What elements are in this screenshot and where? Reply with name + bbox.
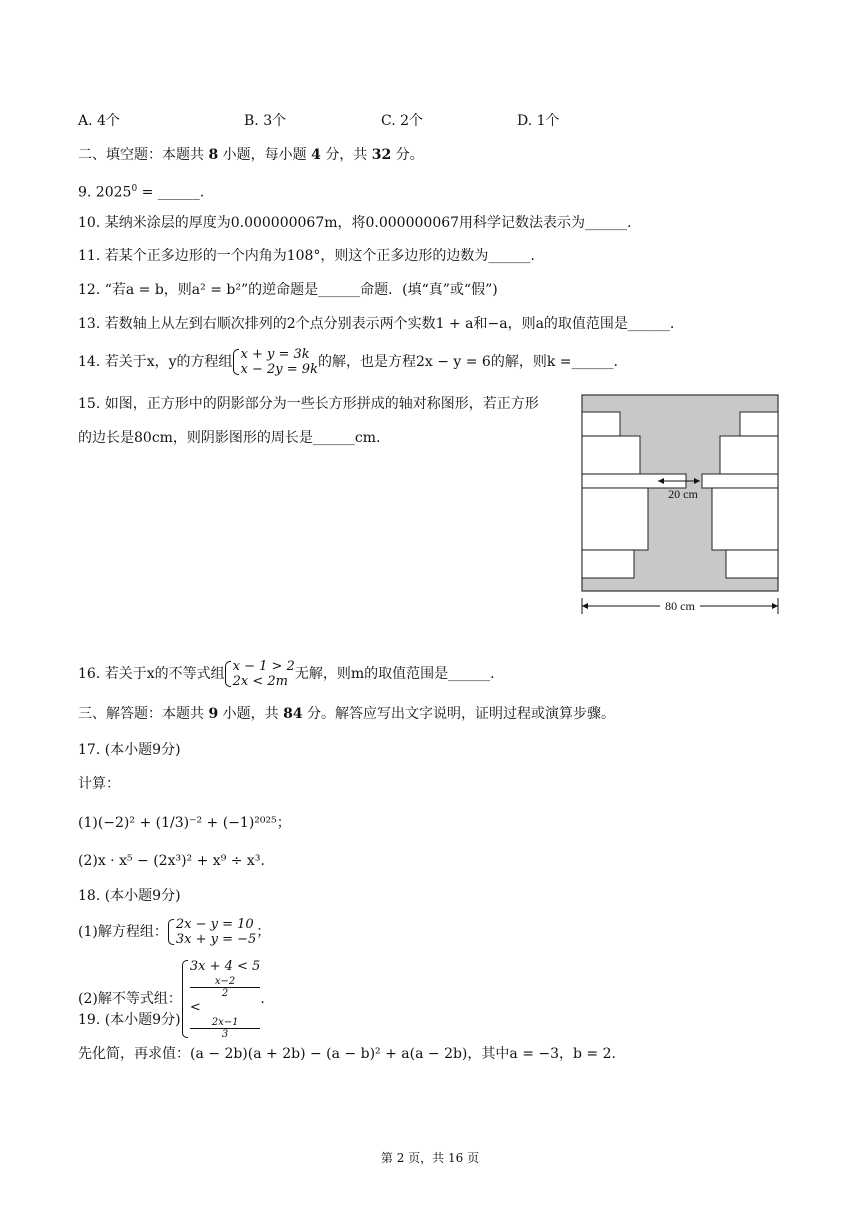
question-10: 10. 某纳米涂层的厚度为0.000000067m，将0.000000067用科学记数法表示为______. [78, 215, 632, 231]
inequality-system: 3x + 4 < 5 x−2 2 < 2x−1 3 [182, 958, 260, 1040]
option-c: C. 2个 [381, 113, 424, 129]
equation-system: 2x − y = 10 3x + y = −5 [168, 917, 256, 947]
question-18-part2: (2)解不等式组： 3x + 4 < 5 x−2 2 < 2x−1 3 . [78, 959, 265, 1040]
square-figure [578, 392, 788, 622]
question-17-part2: (2)x · x⁵ − (2x³)² + x⁹ ÷ x³. [78, 853, 265, 869]
question-15-line1: 15. 如图，正方形中的阴影部分为一些长方形拼成的轴对称图形，若正方形 [78, 396, 539, 412]
question-15-line2: 的边长是80cm，则阴影图形的周长是______cm. [78, 430, 381, 446]
gap-label: 20 cm [668, 487, 698, 501]
section3-heading: 三、解答题：本题共 9 小题，共 84 分。解答应写出文字说明，证明过程或演算步骤。 [78, 706, 616, 722]
question-17-part1: (1)(−2)² + (1/3)⁻² + (−1)²⁰²⁵； [78, 815, 291, 831]
question-17-intro: 计算： [78, 776, 120, 792]
question-9: 9. $2025^0$ = ______. [78, 184, 205, 201]
equation-system: x + y = 3k x − 2y = 9k [233, 347, 318, 377]
question-16: 16. 若关于x的不等式组 x − 1 > 2 2x < 2m 无解，则m的取值范围是______. [78, 659, 495, 689]
question-13: 13. 若数轴上从左到右顺次排列的2个点分别表示两个实数1 + a和−a，则a的取值范围是______. [78, 316, 675, 332]
section2-heading: 二、填空题：本题共 8 小题，每小题 4 分，共 32 分。 [78, 147, 424, 163]
question-18-title: 18. (本小题9分) [78, 888, 181, 904]
option-a: A. 4个 [78, 113, 120, 129]
option-b: B. 3个 [244, 113, 287, 129]
question-14: 14. 若关于x，y的方程组 x + y = 3k x − 2y = 9k 的解，也是方程2x − y = 6的解，则k =______. [78, 347, 618, 377]
question-12: 12. “若a = b，则a² = b²”的逆命题是______命题．(填“真”或“假”) [78, 282, 498, 298]
question-19-title: 19. (本小题9分) [78, 1012, 181, 1028]
inequality-system: x − 1 > 2 2x < 2m [225, 659, 295, 689]
question-18-part1: (1)解方程组： 2x − y = 10 3x + y = −5 ； [78, 917, 271, 947]
question-11: 11. 若某个正多边形的一个内角为108°，则这个正多边形的边数为______. [78, 248, 535, 264]
question-17-title: 17. (本小题9分) [78, 742, 181, 758]
page-footer: 第 2 页，共 16 页 [380, 1151, 480, 1165]
option-d: D. 1个 [517, 113, 560, 129]
side-label: 80 cm [665, 599, 695, 613]
question-19-text: 先化简，再求值：(a − 2b)(a + 2b) − (a − b)² + a(a − 2b)，其中a = −3，b = 2. [78, 1046, 616, 1062]
